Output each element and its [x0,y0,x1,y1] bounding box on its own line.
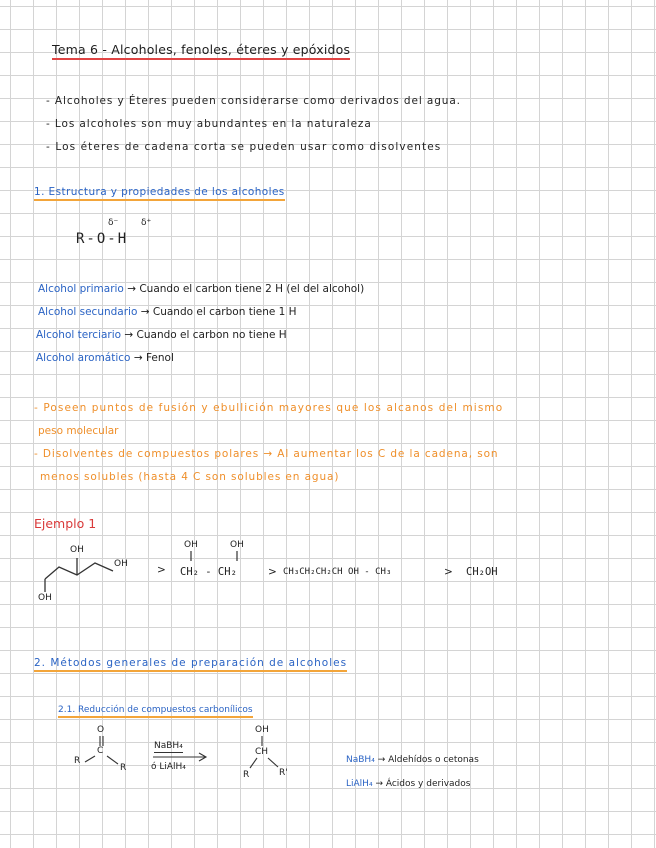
note-nabh4: NaBH₄ → Aldehídos o cetonas [346,755,479,765]
oh-label-bottom: OH [38,593,52,603]
compound-2: CH₃CH₂CH₂CH OH - CH₃ [283,567,392,577]
product-ch: CH [255,747,269,757]
property-line-3: - Disolventes de compuestos polares → Al aumentar los C de la cadena, son [34,448,499,460]
greater-than-3: > [444,566,453,578]
class-secondary: Alcohol secundario → Cuando el carbon tiene 1 H [38,306,297,318]
diol-oh-1: OH [184,540,198,550]
ethanediol: CH₂ - CH₂ [180,566,237,578]
partial-charge-hydrogen: δ⁺ [141,218,152,228]
example-heading: Ejemplo 1 [34,516,97,531]
property-line-1: - Poseen puntos de fusión y ebullición mayores que los alcanos del mismo [34,402,504,414]
greater-than-2: > [268,566,277,578]
product-oh: OH [255,725,269,735]
diol-oh-2: OH [230,540,244,550]
note-lialh4: LiAlH₄ → Ácidos y derivados [346,779,471,789]
intro-line-3: - Los éteres de cadena corta se pueden usar como disolventes [46,141,442,153]
class-tertiary: Alcohol terciario → Cuando el carbon no tiene H [36,329,287,341]
section-2-heading: 2. Métodos generales de preparación de alcoholes [34,658,347,672]
reagent-nabh4: NaBH₄ [154,741,183,751]
class-primary: Alcohol primario → Cuando el carbon tiene 2 H (el del alcohol) [38,283,365,295]
section-2-1-heading: 2.1. Reducción de compuestos carbonílicos [58,706,253,718]
intro-line-2: - Los alcoholes son muy abundantes en la naturaleza [46,118,372,130]
oh-label-right: OH [114,559,128,569]
property-line-4: menos solubles (hasta 4 C son solubles en agua) [40,471,340,483]
intro-line-1: - Alcoholes y Éteres pueden considerarse como derivados del agua. [46,95,461,107]
section-1-heading: 1. Estructura y propiedades de los alcoholes [34,187,285,201]
reagent-lialh4: ó LiAlH₄ [151,762,186,772]
carbonyl-oxygen: O [97,725,105,735]
product-r: R [243,770,250,780]
page-title: Tema 6 - Alcoholes, fenoles, éteres y epóxidos [52,44,350,60]
product-r-prime: R' [279,768,288,778]
carbonyl-carbon: C [97,746,104,756]
property-line-2: peso molecular [38,425,119,437]
class-aromatic: Alcohol aromático → Fenol [36,352,174,364]
oh-label-top: OH [70,545,84,555]
compound-3: CH₂OH [466,566,498,578]
carbonyl-r-right: R [120,763,127,773]
carbonyl-r-left: R [74,756,81,766]
partial-charge-oxygen: δ⁻ [108,218,119,228]
greater-than-1: > [157,564,166,576]
roh-formula: R-O-H [76,231,129,247]
